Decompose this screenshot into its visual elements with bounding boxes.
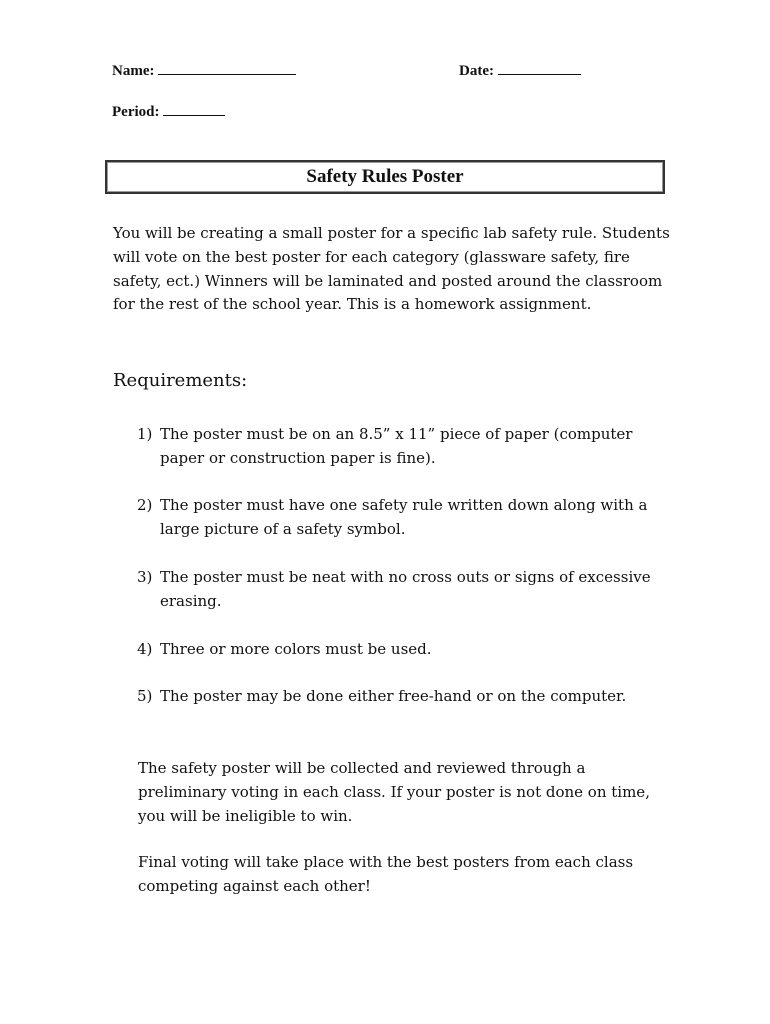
requirement-text: The poster must be on an 8.5” x 11” piece of paper (computer paper or construction paper is fine). <box>160 425 633 467</box>
name-blank-line <box>158 60 296 75</box>
requirement-text: Three or more colors must be used. <box>160 640 432 658</box>
name-field <box>112 60 296 80</box>
closing-paragraph-collection: The safety poster will be collected and reviewed through a preliminary voting in each class. If your poster is not done on time, you will be ineligible to win. <box>138 759 650 825</box>
requirement-number: 3) <box>137 568 153 586</box>
intro-paragraph: You will be creating a small poster for a specific lab safety rule. Students will vote on the best poster for each category (glassware safety, fire safety, ect.) Winners will be laminated and posted around the classroom for the rest of the school year. This is a homework assignment. <box>113 224 670 314</box>
requirement-text: The poster must be neat with no cross outs or signs of excessive erasing. <box>160 568 651 610</box>
requirements-heading: Requirements: <box>113 370 248 391</box>
requirement-text: The poster must have one safety rule written down along with a large picture of a safety symbol. <box>160 496 648 538</box>
name-label: Name: <box>112 63 155 79</box>
page-title: Safety Rules Poster <box>105 160 665 194</box>
period-field <box>112 101 225 121</box>
requirement-item <box>137 565 677 613</box>
requirement-item <box>137 684 677 708</box>
requirement-item <box>137 493 677 541</box>
date-blank-line <box>498 60 581 75</box>
requirement-number: 4) <box>137 640 153 658</box>
date-field <box>459 60 581 80</box>
requirement-item <box>137 422 677 470</box>
closing-paragraph-final-voting: Final voting will take place with the best posters from each class competing against each other! <box>138 853 634 895</box>
requirement-number: 5) <box>137 687 153 705</box>
period-label: Period: <box>112 104 160 120</box>
requirement-text: The poster may be done either free-hand or on the computer. <box>160 687 627 705</box>
period-blank-line <box>163 101 225 116</box>
requirement-number: 1) <box>137 425 153 443</box>
date-label: Date: <box>459 63 494 79</box>
requirement-number: 2) <box>137 496 153 514</box>
requirement-item <box>137 637 677 661</box>
